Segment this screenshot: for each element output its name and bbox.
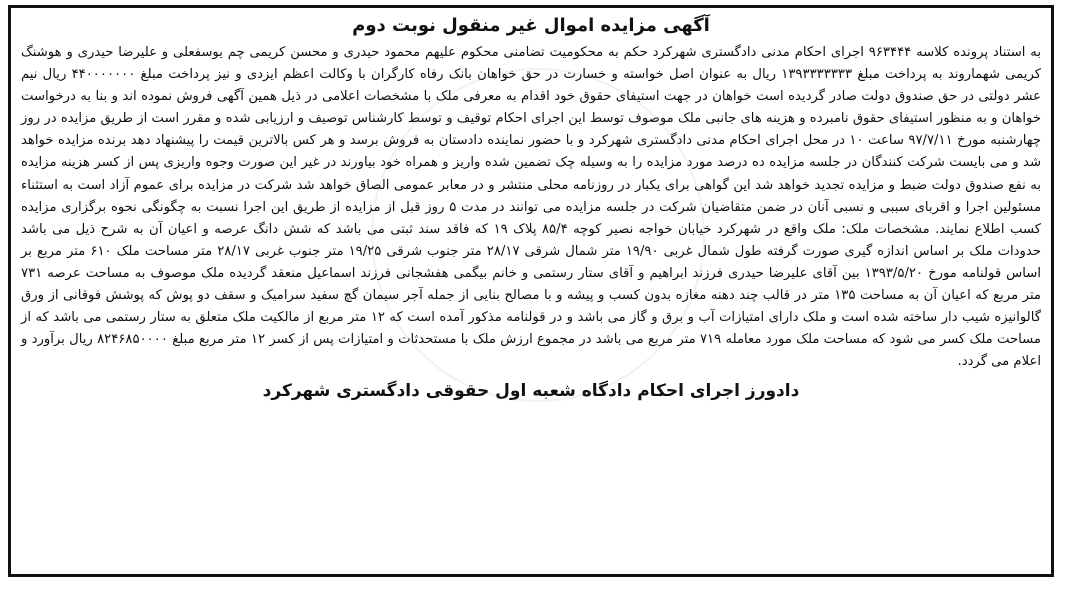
notice-title: آگهی مزایده اموال غیر منقول نوبت دوم bbox=[352, 15, 710, 36]
notice-signature: دادورز اجرای احکام دادگاه شعبه اول حقوقی دادگستری شهرکرد bbox=[262, 381, 800, 402]
notice-body: به استناد پرونده کلاسه ۹۶۳۴۴۴ اجرای احکام مدنی دادگستری شهرکرد حکم به محکومیت تضامنی محکوم علیهم محمود حیدری و محسن کریمی چم یوسفعلی و علیرضا حیدری و هوشنگ کریمی شهماروند به پرداخت مبلغ ۱۳۹۳۳۳۳۳۳۳ ریال به عنوان اصل خواسته و خسارت در حق خواهان بانک رفاه کارگران با وکالت اعظم ایزدی و نیز پرداخت مبلغ ۴۴۰۰۰۰۰۰۰ ریال نیم عشر دولتی در حق صندوق دولت صادر گردیده است خواهان در جهت استیفای حقوق خود اقدام به معرفی ملک با مشخصات اعلامی در ذیل همین آگهی فروش نموده اند و بنا به درخواست خواهان و به منظور استیفای حقوق نامبرده و هزینه های جانبی ملک موصوف توسط این اجرای احکام توقیف و توسط کارشناس توصیف و ارزیابی شده و مقرر است از طریق مزایده در روز چهارشنبه مورخ ۹۷/۷/۱۱ ساعت ۱۰ در محل اجرای احکام مدنی دادگستری شهرکرد و با حضور نماینده دادستان به فروش برسد و هر کس بالاترین قیمت را پیشنهاد دهد برنده مزایده خواهد شد و می بایست شرکت کنندگان در جلسه مزایده ده درصد مورد مزایده را به وسیله چک تضمین شده واریز و همراه خود بیاورند در غیر این صورت وجوه واریزی پس از کسر هزینه مزایده به نفع صندوق دولت ضبط و مزایده تجدید خواهد شد این گواهی برای یکبار در روزنامه محلی منتشر و در معابر عمومی الصاق خواهد شد شرکت در مزایده برای عموم آزاد است به استثناء مسئولین اجرا و اقربای سببی و نسبی آنان در ضمن متقاضیان شرکت در جلسه مزایده می توانند در مدت ۵ روز قبل از مزایده از طریق این اجرا نسبت به چگونگی نحوه برگزاری مزایده کسب اطلاع نمایند. مشخصات ملک: ملک واقع در شهرکرد خیابان خواجه نصیر کوچه ۸۵/۴ پلاک ۱۹ که فاقد سند ثبتی می باشد که شش دانگ عرصه و اعیان آن به شرح ذیل می باشد حدودات ملک بر اساس اندازه گیری صورت گرفته طول شمال غربی ۱۹/۹۰ متر شمال شرقی ۲۸/۱۷ متر جنوب شرقی ۱۹/۲۵ متر جنوب غربی ۲۸/۱۷ متر مساحت ملک ۶۱۰ متر مربع بر اساس قولنامه مورخ ۱۳۹۳/۵/۲۰ بین آقای علیرضا حیدری فرزند ابراهیم و آقای ستار رستمی و خانم بیگمی هفشجانی فرزند اسماعیل منعقد گردیده ملک موصوف به مساحت عرصه ۷۳۱ متر مربع که اعیان آن به مساحت ۱۳۵ متر در قالب چند دهنه مغازه بدون کسب و پیشه و با مصالح بنایی از جمله آجر سیمان گچ سفید سرامیک و سقف دو پوش که پوشش فوقانی از ورق گالوانیزه شیب دار ساخته شده است و ملک دارای امتیازات آب و برق و گاز می باشد و در قولنامه مذکور آمده است که ۱۲ متر مربع از مالکیت ملک متعلق به ستار رستمی می باشد که از مساحت ملک کسر می شود که مساحت ملک مورد معامله ۷۱۹ متر مربع می باشد در مجموع ارزش ملک با مستحدثات و امتیازات پس از کسر ۱۲ متر مربع مبلغ ۸۲۴۶۸۵۰۰۰۰ ریال برآورد و اعلام می گردد. bbox=[21, 45, 1042, 370]
notice-frame bbox=[8, 5, 1054, 577]
